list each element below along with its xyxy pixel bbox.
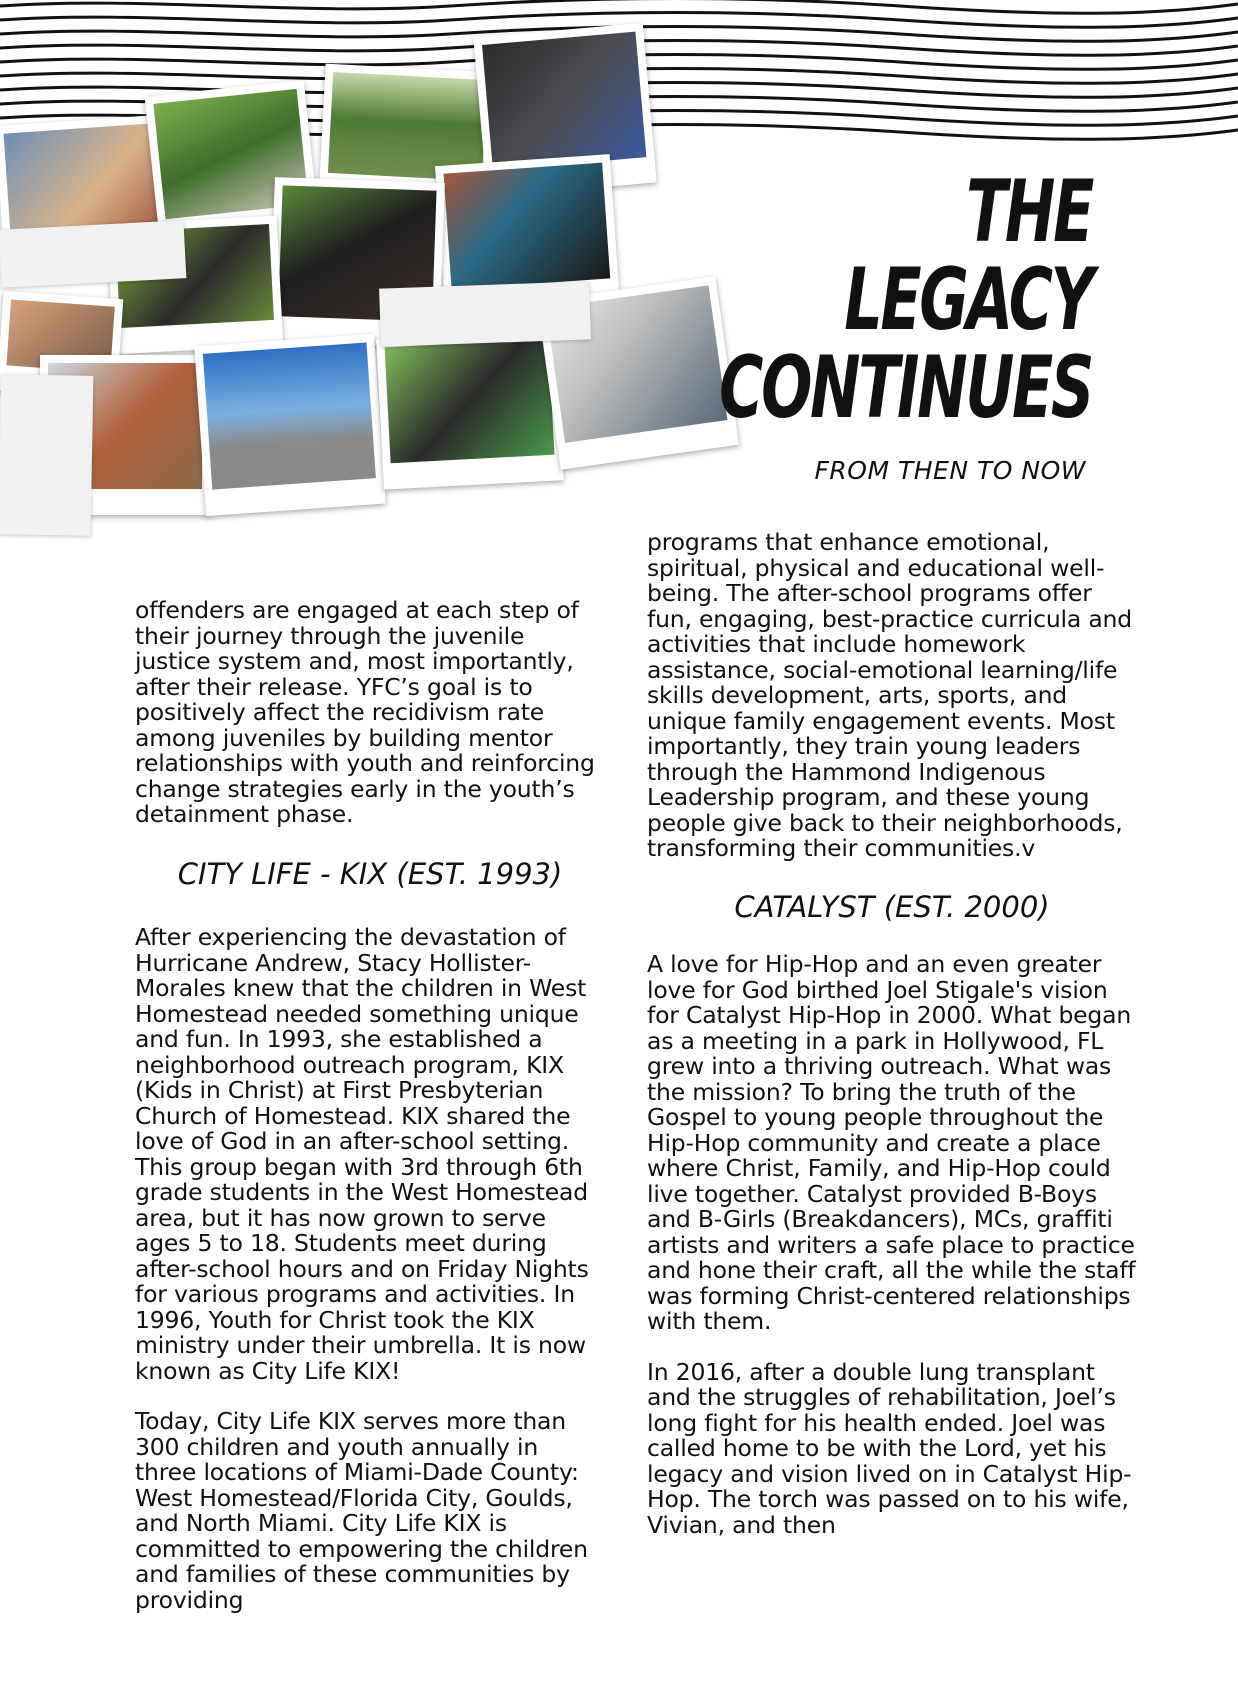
collage-photo <box>194 334 385 516</box>
body-paragraph: In 2016, after a double lung transplant and the struggles of rehabilitation, Joel’s long fight for his health ended. Joel was called home to be with the Lord, yet his legacy and vision lived on in Catalyst Hip-Hop. The torch was passed on to his wife, Vivian, and then <box>647 1357 1132 1539</box>
torn-paper-decoration <box>0 374 93 536</box>
text-column-left <box>135 598 605 1638</box>
title-line: LEGACY <box>844 250 1092 350</box>
section-heading: CATALYST (EST. 2000) <box>734 889 1050 924</box>
page-subtitle: FROM THEN TO NOW <box>814 456 1086 485</box>
text-column-right <box>647 530 1137 1563</box>
title-line: CONTINUES <box>719 338 1092 438</box>
body-paragraph: After experiencing the devastation of Hurricane Andrew, Stacy Hollister-Morales knew that the children in West Homestead needed something unique and fun. In 1993, she established a neighborhood outreach program, KIX (Kids in Christ) at First Presbyterian Church of Homestead. KIX shared the love of God in an after-school setting. This group began with 3rd through 6th grade students in the West Homestead area, but it has now grown to serve ages 5 to 18. Students meet during after-school hours and on Friday Nights for various programs and activities. In 1996, Youth for Christ took the KIX ministry under their umbrella. It is now known as City Life KIX! <box>135 923 589 1385</box>
torn-paper-decoration <box>379 281 591 346</box>
section-heading: CITY LIFE - KIX (EST. 1993) <box>177 856 563 891</box>
title-line: THE <box>966 162 1092 262</box>
collage-photo <box>376 330 564 489</box>
page-title <box>614 162 1092 438</box>
body-paragraph: Today, City Life KIX serves more than 300 children and youth annually in three locations of Miami-Dade County: West Homestead/Florida City, Goulds, and North Miami. City Life KIX is committed to empowering the children and families of these communities by providing <box>135 1407 588 1614</box>
body-paragraph: A love for Hip-Hop and an even greater love for God birthed Joel Stigale's vision for Catalyst Hip-Hop in 2000. What began as a meeting in a park in Hollywood, FL grew into a thriving outreach. What was the mission? To bring the truth of the Gospel to young people throughout the Hip-Hop community and create a place where Christ, Family, and Hip-Hop could live together. Catalyst provided B-Boys and B-Girls (Breakdancers), MCs, graffiti artists and writers a safe place to practice and hone their craft, all the while the staff was forming Christ-centered relationships with them. <box>647 950 1136 1335</box>
torn-paper-decoration <box>0 220 186 288</box>
body-paragraph: programs that enhance emotional, spiritual, physical and educational well-being. The after-school programs offer fun, engaging, best-practice curricula and activities that include homework assistance, social-emotional learning/life skills development, arts, sports, and unique family engagement events. Most importantly, they train young leaders through the Hammond Indigenous Leadership program, and these young people give back to their neighborhoods, transforming their communities.v <box>647 528 1132 862</box>
body-paragraph: offenders are engaged at each step of their journey through the juvenile justice system and, most importantly, after their release. YFC’s goal is to positively affect the recidivism rate among juveniles by building mentor relationships with youth and reinforcing change strategies early in the youth’s detainment phase. <box>135 596 595 828</box>
